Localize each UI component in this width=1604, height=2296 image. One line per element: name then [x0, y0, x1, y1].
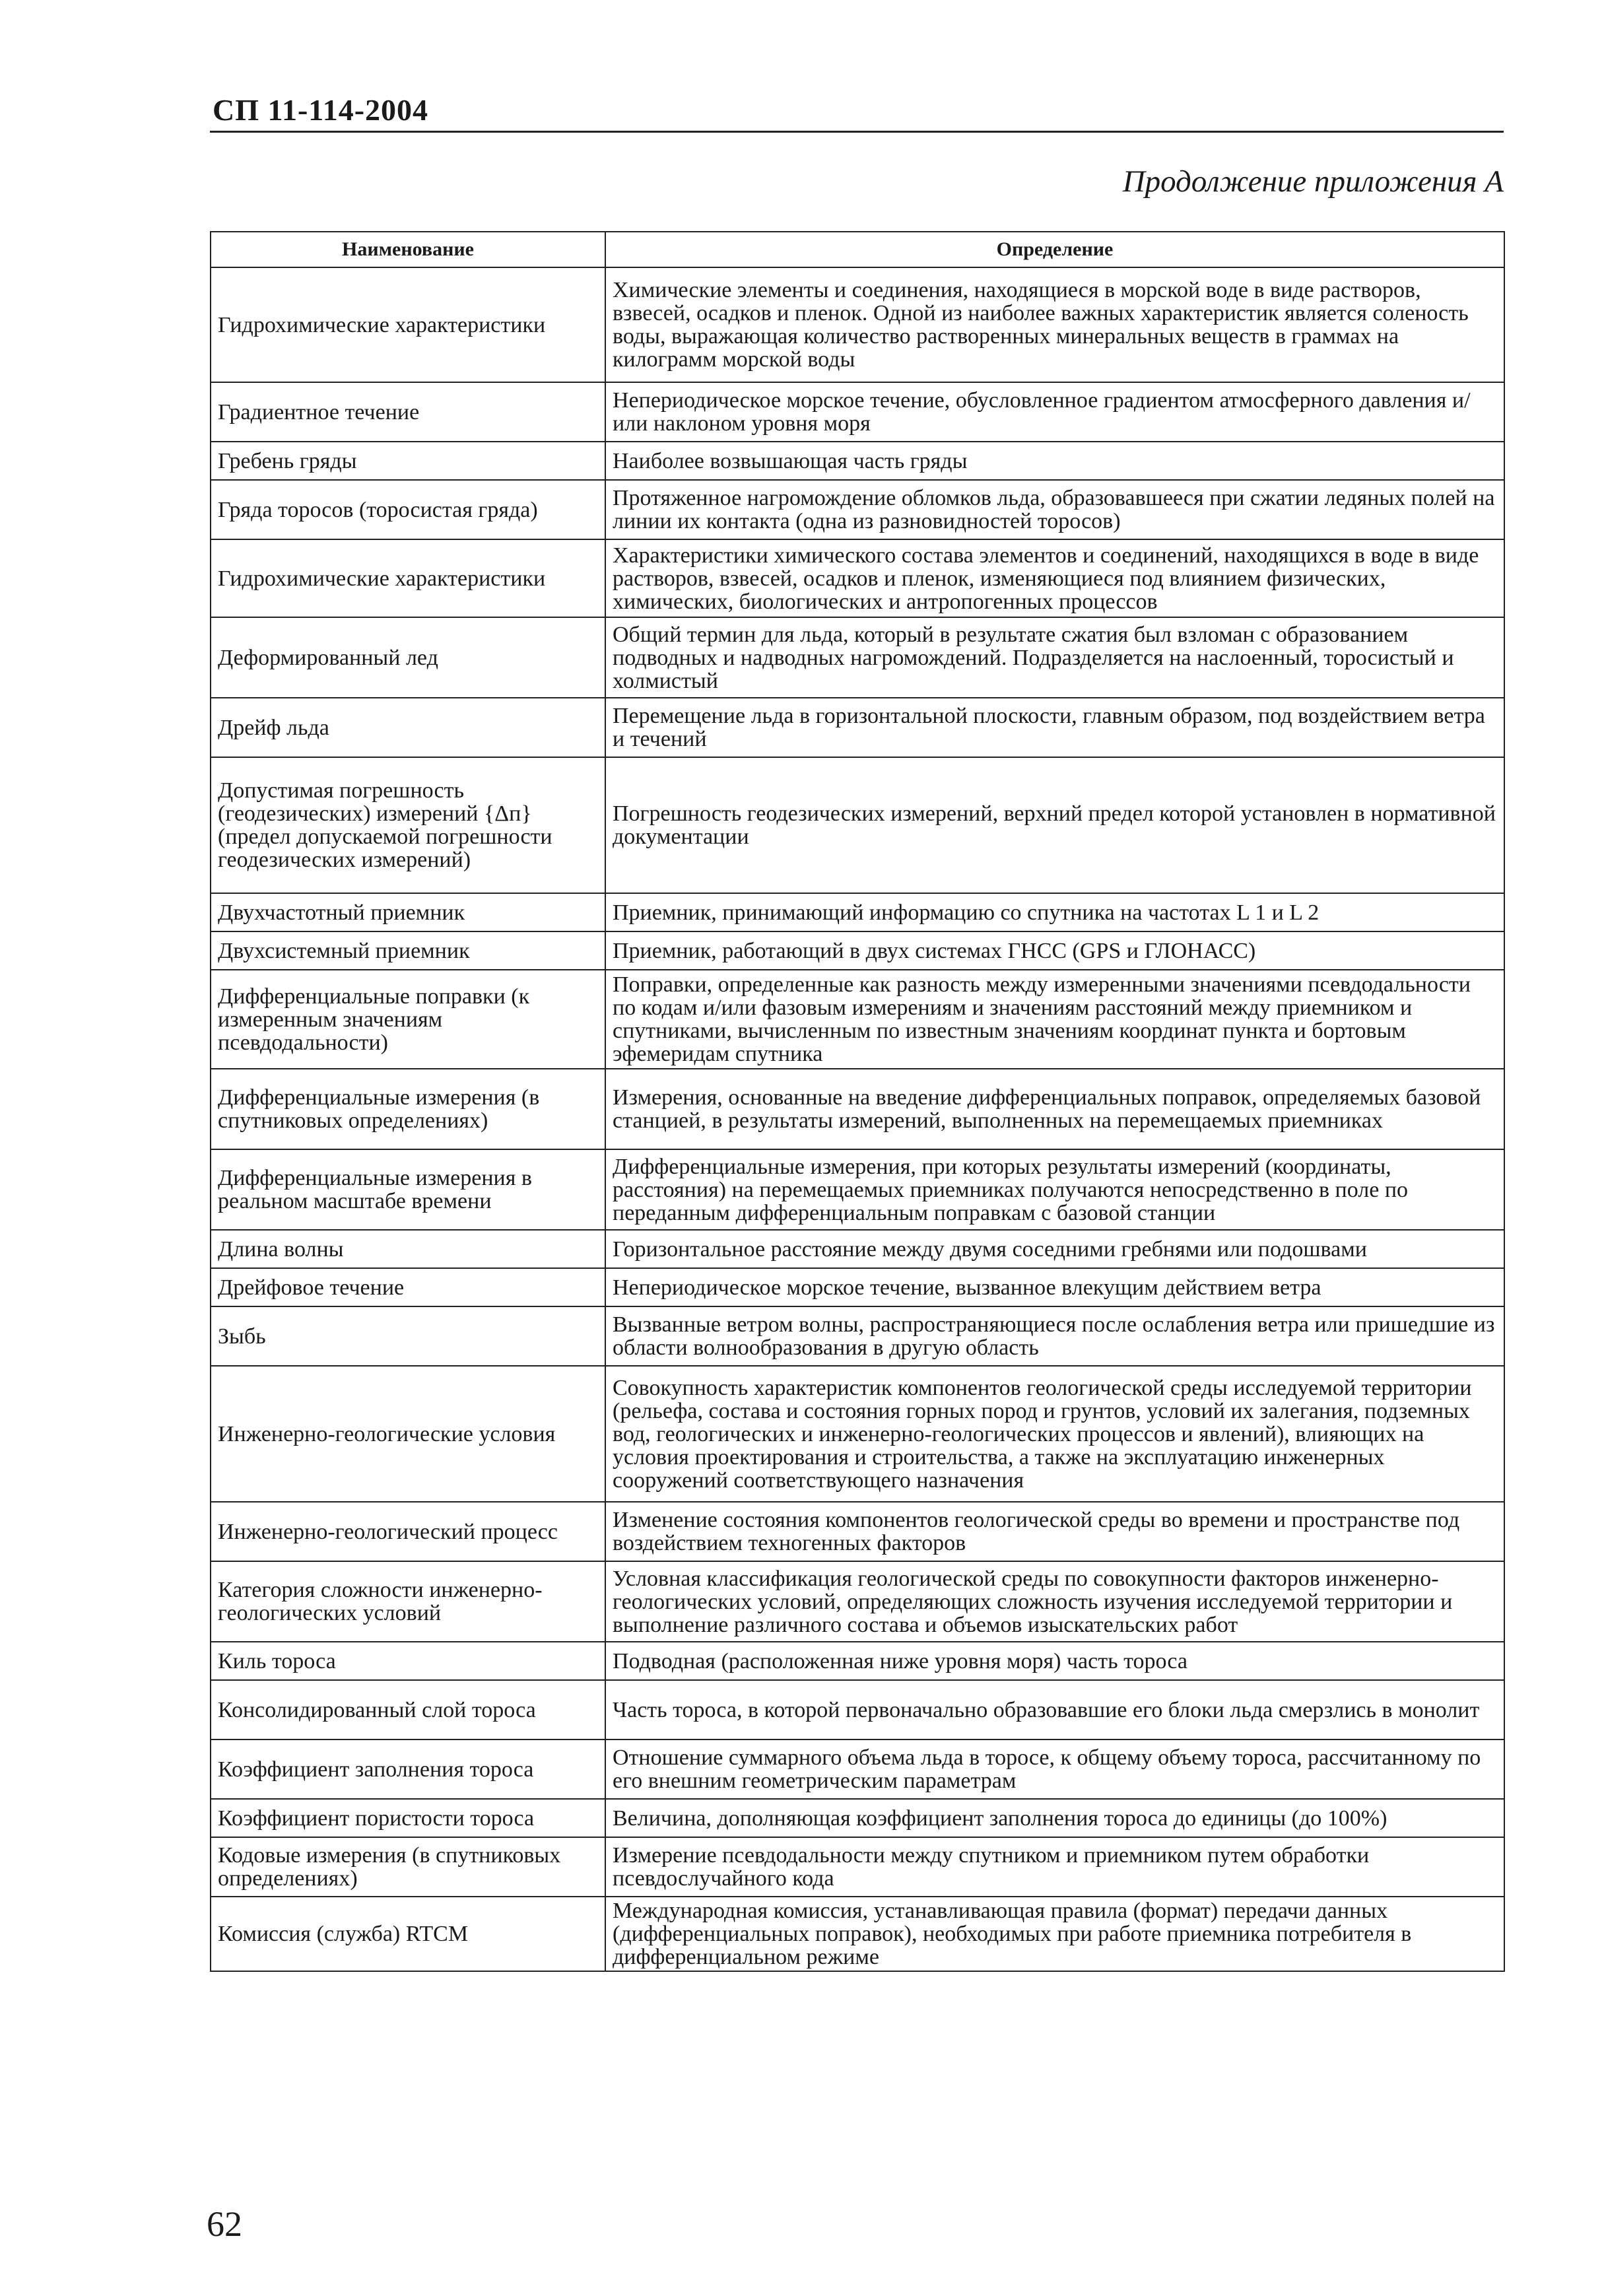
definition-cell: Отношение суммарного объема льда в торосе, к общему объему тороса, рассчитанному по его внешним геометрическим параметрам: [605, 1739, 1504, 1799]
term-cell: Двухчастотный приемник: [211, 893, 605, 931]
term-cell: Киль тороса: [211, 1642, 605, 1680]
definition-cell: Вызванные ветром волны, распространяющиеся после ослабления ветра или пришедшие из области волнообразования в другую область: [605, 1306, 1504, 1366]
definition-cell: Перемещение льда в горизонтальной плоскости, главным образом, под воздействием ветра и течений: [605, 698, 1504, 757]
term-cell: Инженерно-геологический процесс: [211, 1502, 605, 1561]
definition-cell: Изменение состояния компонентов геологической среды во времени и пространстве под воздействием техногенных факторов: [605, 1502, 1504, 1561]
definition-cell: Приемник, принимающий информацию со спутника на частотах L 1 и L 2: [605, 893, 1504, 931]
definition-cell: Международная комиссия, устанавливающая правила (формат) передачи данных (дифференциальных поправок), необходимых при работе приемника потребителя в дифференциальном режиме: [605, 1897, 1504, 1971]
definition-cell: Совокупность характеристик компонентов геологической среды исследуемой территории (рельефа, состава и состояния горных пород и грунтов, условий их залегания, подземных вод, геологических и инженерно-геологических процессов и явлений), влияющих на условия проектирования и строительства, а также на эксплуатацию инженерных сооружений соответствующего назначения: [605, 1366, 1504, 1502]
column-header-name: Наименование: [211, 232, 605, 267]
definition-cell: Наиболее возвышающая часть гряды: [605, 442, 1504, 480]
table-row: [211, 267, 1504, 382]
table-header-row: [211, 232, 1504, 267]
document-code: СП 11-114-2004: [213, 93, 429, 127]
table-row: [211, 442, 1504, 480]
table-row: [211, 1149, 1504, 1230]
term-cell: Кодовые измерения (в спутниковых определениях): [211, 1837, 605, 1897]
term-cell: Зыбь: [211, 1306, 605, 1366]
definition-cell: Величина, дополняющая коэффициент заполнения тороса до единицы (до 100%): [605, 1799, 1504, 1837]
definition-cell: Погрешность геодезических измерений, верхний предел которой установлен в нормативной документации: [605, 757, 1504, 893]
term-cell: Градиентное течение: [211, 382, 605, 442]
definition-cell: Приемник, работающий в двух системах ГНСС (GPS и ГЛОНАСС): [605, 931, 1504, 970]
table-row: [211, 931, 1504, 970]
table-row: [211, 617, 1504, 698]
table-row: [211, 382, 1504, 442]
terms-table-body: [211, 267, 1504, 1971]
term-cell: Гребень гряды: [211, 442, 605, 480]
definition-cell: Горизонтальное расстояние между двумя соседними гребнями или подошвами: [605, 1230, 1504, 1268]
definition-cell: Протяженное нагромождение обломков льда, образовавшееся при сжатии ледяных полей на линии их контакта (одна из разновидностей торосов): [605, 480, 1504, 539]
term-cell: Коэффициент пористости тороса: [211, 1799, 605, 1837]
definition-cell: Химические элементы и соединения, находящиеся в морской воде в виде растворов, взвесей, осадков и пленок. Одной из наиболее важных характеристик является соленость воды, выражающая количество растворенных минеральных веществ в граммах на килограмм морской воды: [605, 267, 1504, 382]
term-cell: Гидрохимические характеристики: [211, 539, 605, 617]
definition-cell: Общий термин для льда, который в результате сжатия был взломан с образованием подводных и надводных нагромождений. Подразделяется на наслоенный, торосистый и холмистый: [605, 617, 1504, 698]
term-cell: Длина волны: [211, 1230, 605, 1268]
term-cell: Дифференциальные измерения (в спутниковых определениях): [211, 1069, 605, 1149]
table-row: [211, 1642, 1504, 1680]
term-cell: Инженерно-геологические условия: [211, 1366, 605, 1502]
definition-cell: Дифференциальные измерения, при которых результаты измерений (координаты, расстояния) на перемещаемых приемниках получаются непосредственно в поле по переданным дифференциальным поправкам с базовой станции: [605, 1149, 1504, 1230]
continuation-caption: Продолжение приложения А: [1122, 164, 1504, 199]
table-row: [211, 1739, 1504, 1799]
definition-cell: Характеристики химического состава элементов и соединений, находящихся в воде в виде растворов, взвесей, осадков и пленок, изменяющиеся под влиянием физических, химических, биологических и антропогенных процессов: [605, 539, 1504, 617]
term-cell: Коэффициент заполнения тороса: [211, 1739, 605, 1799]
term-cell: Дифференциальные измерения в реальном масштабе времени: [211, 1149, 605, 1230]
term-cell: Дрейфовое течение: [211, 1268, 605, 1306]
table-row: [211, 1366, 1504, 1502]
definition-cell: Измерения, основанные на введение дифференциальных поправок, определяемых базовой станцией, в результаты измерений, выполненных на перемещаемых приемниках: [605, 1069, 1504, 1149]
table-row: [211, 893, 1504, 931]
term-cell: Гидрохимические характеристики: [211, 267, 605, 382]
term-cell: Консолидированный слой тороса: [211, 1680, 605, 1739]
table-row: [211, 1306, 1504, 1366]
term-cell: Дифференциальные поправки (к измеренным значениям псевдодальности): [211, 970, 605, 1069]
term-cell: Категория сложности инженерно-геологических условий: [211, 1561, 605, 1642]
table-row: [211, 698, 1504, 757]
table-row: [211, 1561, 1504, 1642]
table-row: [211, 1502, 1504, 1561]
column-header-definition: Определение: [605, 232, 1504, 267]
table-row: [211, 1799, 1504, 1837]
table-row: [211, 1680, 1504, 1739]
table-row: [211, 1837, 1504, 1897]
table-row: [211, 480, 1504, 539]
table-row: [211, 1069, 1504, 1149]
term-cell: Дрейф льда: [211, 698, 605, 757]
terms-table: [210, 231, 1505, 1972]
definition-cell: Условная классификация геологической среды по совокупности факторов инженерно-геологических условий, определяющих сложность изучения исследуемой территории и выполнение различного состава и объемов изыскательских работ: [605, 1561, 1504, 1642]
term-cell: Деформированный лед: [211, 617, 605, 698]
definition-cell: Непериодическое морское течение, обусловленное градиентом атмосферного давления и/или наклоном уровня моря: [605, 382, 1504, 442]
definition-cell: Измерение псевдодальности между спутником и приемником путем обработки псевдослучайного кода: [605, 1837, 1504, 1897]
table-row: [211, 1230, 1504, 1268]
definition-cell: Часть тороса, в которой первоначально образовавшие его блоки льда смерзлись в монолит: [605, 1680, 1504, 1739]
table-row: [211, 970, 1504, 1069]
definition-cell: Поправки, определенные как разность между измеренными значениями псевдодальности по кодам и/или фазовым измерениям и значениям расстояний между приемником и спутниками, вычисленным по известным значениям координат пункта и бортовым эфемеридам спутника: [605, 970, 1504, 1069]
table-row: [211, 757, 1504, 893]
term-cell: Гряда торосов (торосистая гряда): [211, 480, 605, 539]
table-row: [211, 539, 1504, 617]
definition-cell: Подводная (расположенная ниже уровня моря) часть тороса: [605, 1642, 1504, 1680]
table-row: [211, 1897, 1504, 1971]
term-cell: Допустимая погрешность (геодезических) измерений {Δп}(предел допускаемой погрешности геодезических измерений): [211, 757, 605, 893]
page-number: 62: [207, 2204, 242, 2244]
header-rule: [210, 131, 1504, 133]
term-cell: Двухсистемный приемник: [211, 931, 605, 970]
definition-cell: Непериодическое морское течение, вызванное влекущим действием ветра: [605, 1268, 1504, 1306]
table-row: [211, 1268, 1504, 1306]
term-cell: Комиссия (служба) RTCM: [211, 1897, 605, 1971]
